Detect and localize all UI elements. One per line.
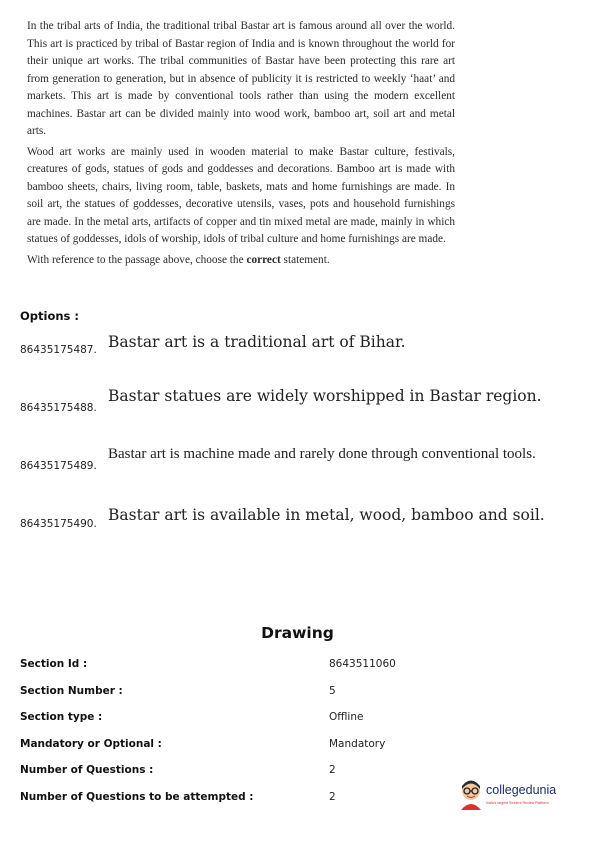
info-key: Number of Questions :	[20, 764, 154, 776]
option-text: Bastar statues are widely worshipped in Bastar region.	[108, 387, 542, 405]
info-key: Mandatory or Optional :	[20, 738, 162, 750]
info-value: 8643511060	[329, 658, 396, 670]
question-stem	[27, 252, 455, 270]
brand-name: collegedunia	[486, 783, 557, 797]
section-info-row	[20, 685, 580, 703]
info-value: Mandatory	[329, 738, 386, 750]
passage-paragraph-1: In the tribal arts of India, the traditional tribal Bastar art is famous around all over the world. This art is practiced by tribal of Bastar region of India and is known throughout the world for their unique art works. The tribal communities of Bastar have been protecting this rare art from generation to generation, but in absence of publicity it is restricted to weekly ‘haat’ and markets. This art is made by conventional tools rather than using the modern excellent machines. Bastar art can be divided mainly into wood work, bamboo art, soil art and metal arts.	[27, 20, 455, 137]
brand-tagline: India's largest Student Review Platform	[486, 801, 549, 805]
option-id: 86435175490.	[20, 518, 97, 530]
student-mascot-icon	[458, 780, 484, 810]
option-id: 86435175488.	[20, 402, 97, 414]
question-suffix: statement.	[280, 253, 330, 266]
info-value: 2	[329, 764, 336, 776]
option-text: Bastar art is machine made and rarely done through conventional tools.	[108, 446, 536, 462]
section-info-row	[20, 658, 580, 676]
option-1	[20, 333, 580, 373]
options-label: Options :	[20, 309, 79, 323]
section-info-row	[20, 738, 580, 756]
comprehension-passage	[27, 18, 455, 272]
option-id: 86435175487.	[20, 344, 97, 356]
section-info-row	[20, 711, 580, 729]
option-text: Bastar art is a traditional art of Bihar.	[108, 333, 406, 351]
info-key: Section Number :	[20, 685, 123, 697]
section-title: Drawing	[261, 624, 334, 642]
passage-paragraph-2: Wood art works are mainly used in wooden material to make Bastar culture, festivals, creatures of gods, statues of gods and goddesses and decorations. Bamboo art is made with bamboo sheets, chairs, living room, table, baskets, mats and home furnishings are made. In soil art, the statues of goddesses, decorative utensils, vases, pots and household furnishings are made. In the metal arts, artifacts of copper and tin mixed metal are made, mainly in which statues of goddesses, idols of worship, idols of tribal culture and home furnishings are made.	[27, 145, 455, 245]
info-value: 5	[329, 685, 336, 697]
question-emphasis: correct	[246, 253, 281, 266]
option-id: 86435175489.	[20, 460, 97, 472]
option-2	[20, 387, 580, 427]
collegedunia-logo	[458, 780, 578, 814]
info-key: Section type :	[20, 711, 103, 723]
option-4	[20, 506, 580, 546]
option-3	[20, 446, 580, 486]
info-value: Offline	[329, 711, 364, 723]
info-value: 2	[329, 791, 336, 803]
info-key: Number of Questions to be attempted :	[20, 791, 254, 803]
info-key: Section Id :	[20, 658, 88, 670]
question-prefix: With reference to the passage above, choose the	[27, 253, 247, 266]
option-text: Bastar art is available in metal, wood, bamboo and soil.	[108, 506, 545, 524]
